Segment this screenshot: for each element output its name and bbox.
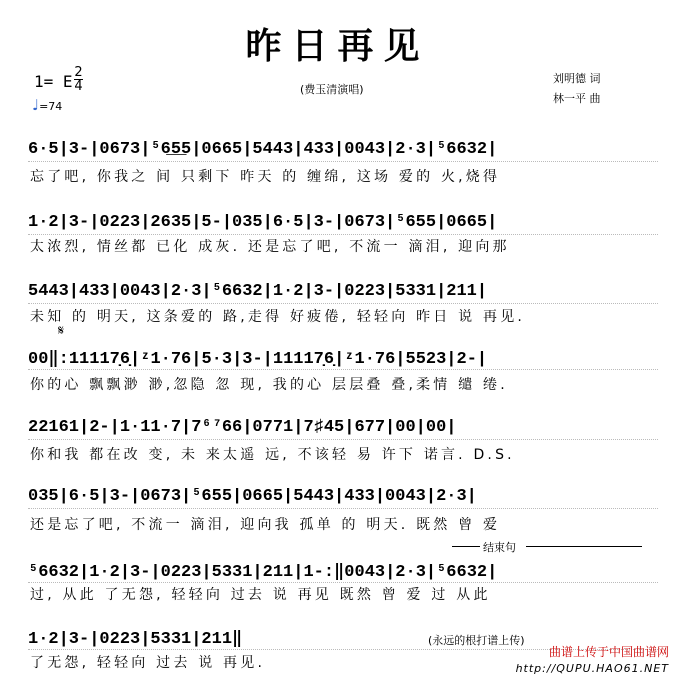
tempo-marking [32, 96, 62, 114]
notation-line: 00‖:11117̣6̣|ᶻ1·76|5·3|3-|11117̣6̣|ᶻ1·76|5523|2-| [28, 350, 488, 369]
uploader-note: (永远的根打谱上传) [428, 634, 525, 647]
beam-guide [28, 303, 658, 304]
lyric-line: 你的心 飘飘渺 渺,忽隐 忽 现, 我的心 层层叠 叠,柔情 缱 绻. [30, 377, 508, 393]
notation-line: 22161|2-|1·11·7|7⁶⁷66|0771|7♯45|677|00|00| [28, 418, 457, 437]
notation-line: 6·5|3-|0673|⁵6̲5̲5|0665|5443|433|0043|2·3|⁵6632| [28, 140, 498, 159]
lyric-line: 太浓烈, 情丝都 已化 成灰. 还是忘了吧, 不流一 滴泪, 迎向那 [30, 239, 510, 255]
singer-credit: (费玉清演唱) [300, 83, 364, 96]
lyric-line: 忘了吧, 你我之 间 只剩下 昨天 的 缠绵, 这场 爱的 火,烧得 [30, 169, 501, 185]
notation-line: 1·2|3-|0223|5331|211‖ [28, 630, 243, 649]
beam-guide [28, 439, 658, 440]
page-title: 昨日再见 [245, 25, 430, 67]
beam-guide [28, 582, 658, 583]
watermark-url: http://QUPU.HAO61.NET [515, 662, 669, 675]
notation-line: 1·2|3-|0223|2635|5-|035|6·5|3-|0673|⁵655|0665| [28, 213, 498, 232]
lyric-line: 未知 的 明天, 这条爱的 路,走得 好疲倦, 轻轻向 昨日 说 再见. [30, 309, 526, 325]
beam-guide [28, 234, 658, 235]
time-signature [74, 66, 83, 93]
lyric-line: 过, 从此 了无怨, 轻轻向 过去 说 再见 既然 曾 爱 过 从此 [30, 587, 491, 603]
beam-guide [28, 161, 658, 162]
tempo-value: =74 [39, 100, 63, 113]
ending-bracket-right [526, 546, 642, 547]
lyricist-credit: 刘明德 词 [553, 72, 601, 85]
time-sig-bottom: 4 [74, 79, 83, 94]
segno-icon: 𝄋 [58, 323, 65, 339]
beam-guide [28, 369, 658, 370]
watermark-text: 曲谱上传于中国曲谱网 [548, 645, 669, 659]
notation-line: ⁵6632|1·2|3-|0223|5331|211|1-:‖0043|2·3|⁵6632| [28, 563, 498, 582]
time-sig-top: 2 [74, 65, 83, 80]
key-signature: 1= E [34, 72, 73, 91]
lyric-line: 还是忘了吧, 不流一 滴泪, 迎向我 孤单 的 明天. 既然 曾 爱 [30, 517, 501, 533]
ending-bracket-left [452, 546, 480, 547]
lyric-line: 你和我 都在改 变, 未 来太遥 远, 不该轻 易 许下 诺言. D.S. [30, 447, 515, 463]
lyric-line: 了无怨, 轻轻向 过去 说 再见. [30, 655, 266, 671]
composer-credit: 林一平 曲 [553, 92, 601, 105]
ending-label: 结束句 [483, 541, 516, 554]
quarter-note-icon: ♩ [32, 96, 40, 114]
notation-line: 5443|433|0043|2·3|⁵6632|1·2|3-|0223|5331|211| [28, 282, 488, 301]
notation-line: 035|6·5|3-|0673|⁵655|0665|5443|433|0043|2·3| [28, 487, 477, 506]
beam-guide [28, 508, 658, 509]
